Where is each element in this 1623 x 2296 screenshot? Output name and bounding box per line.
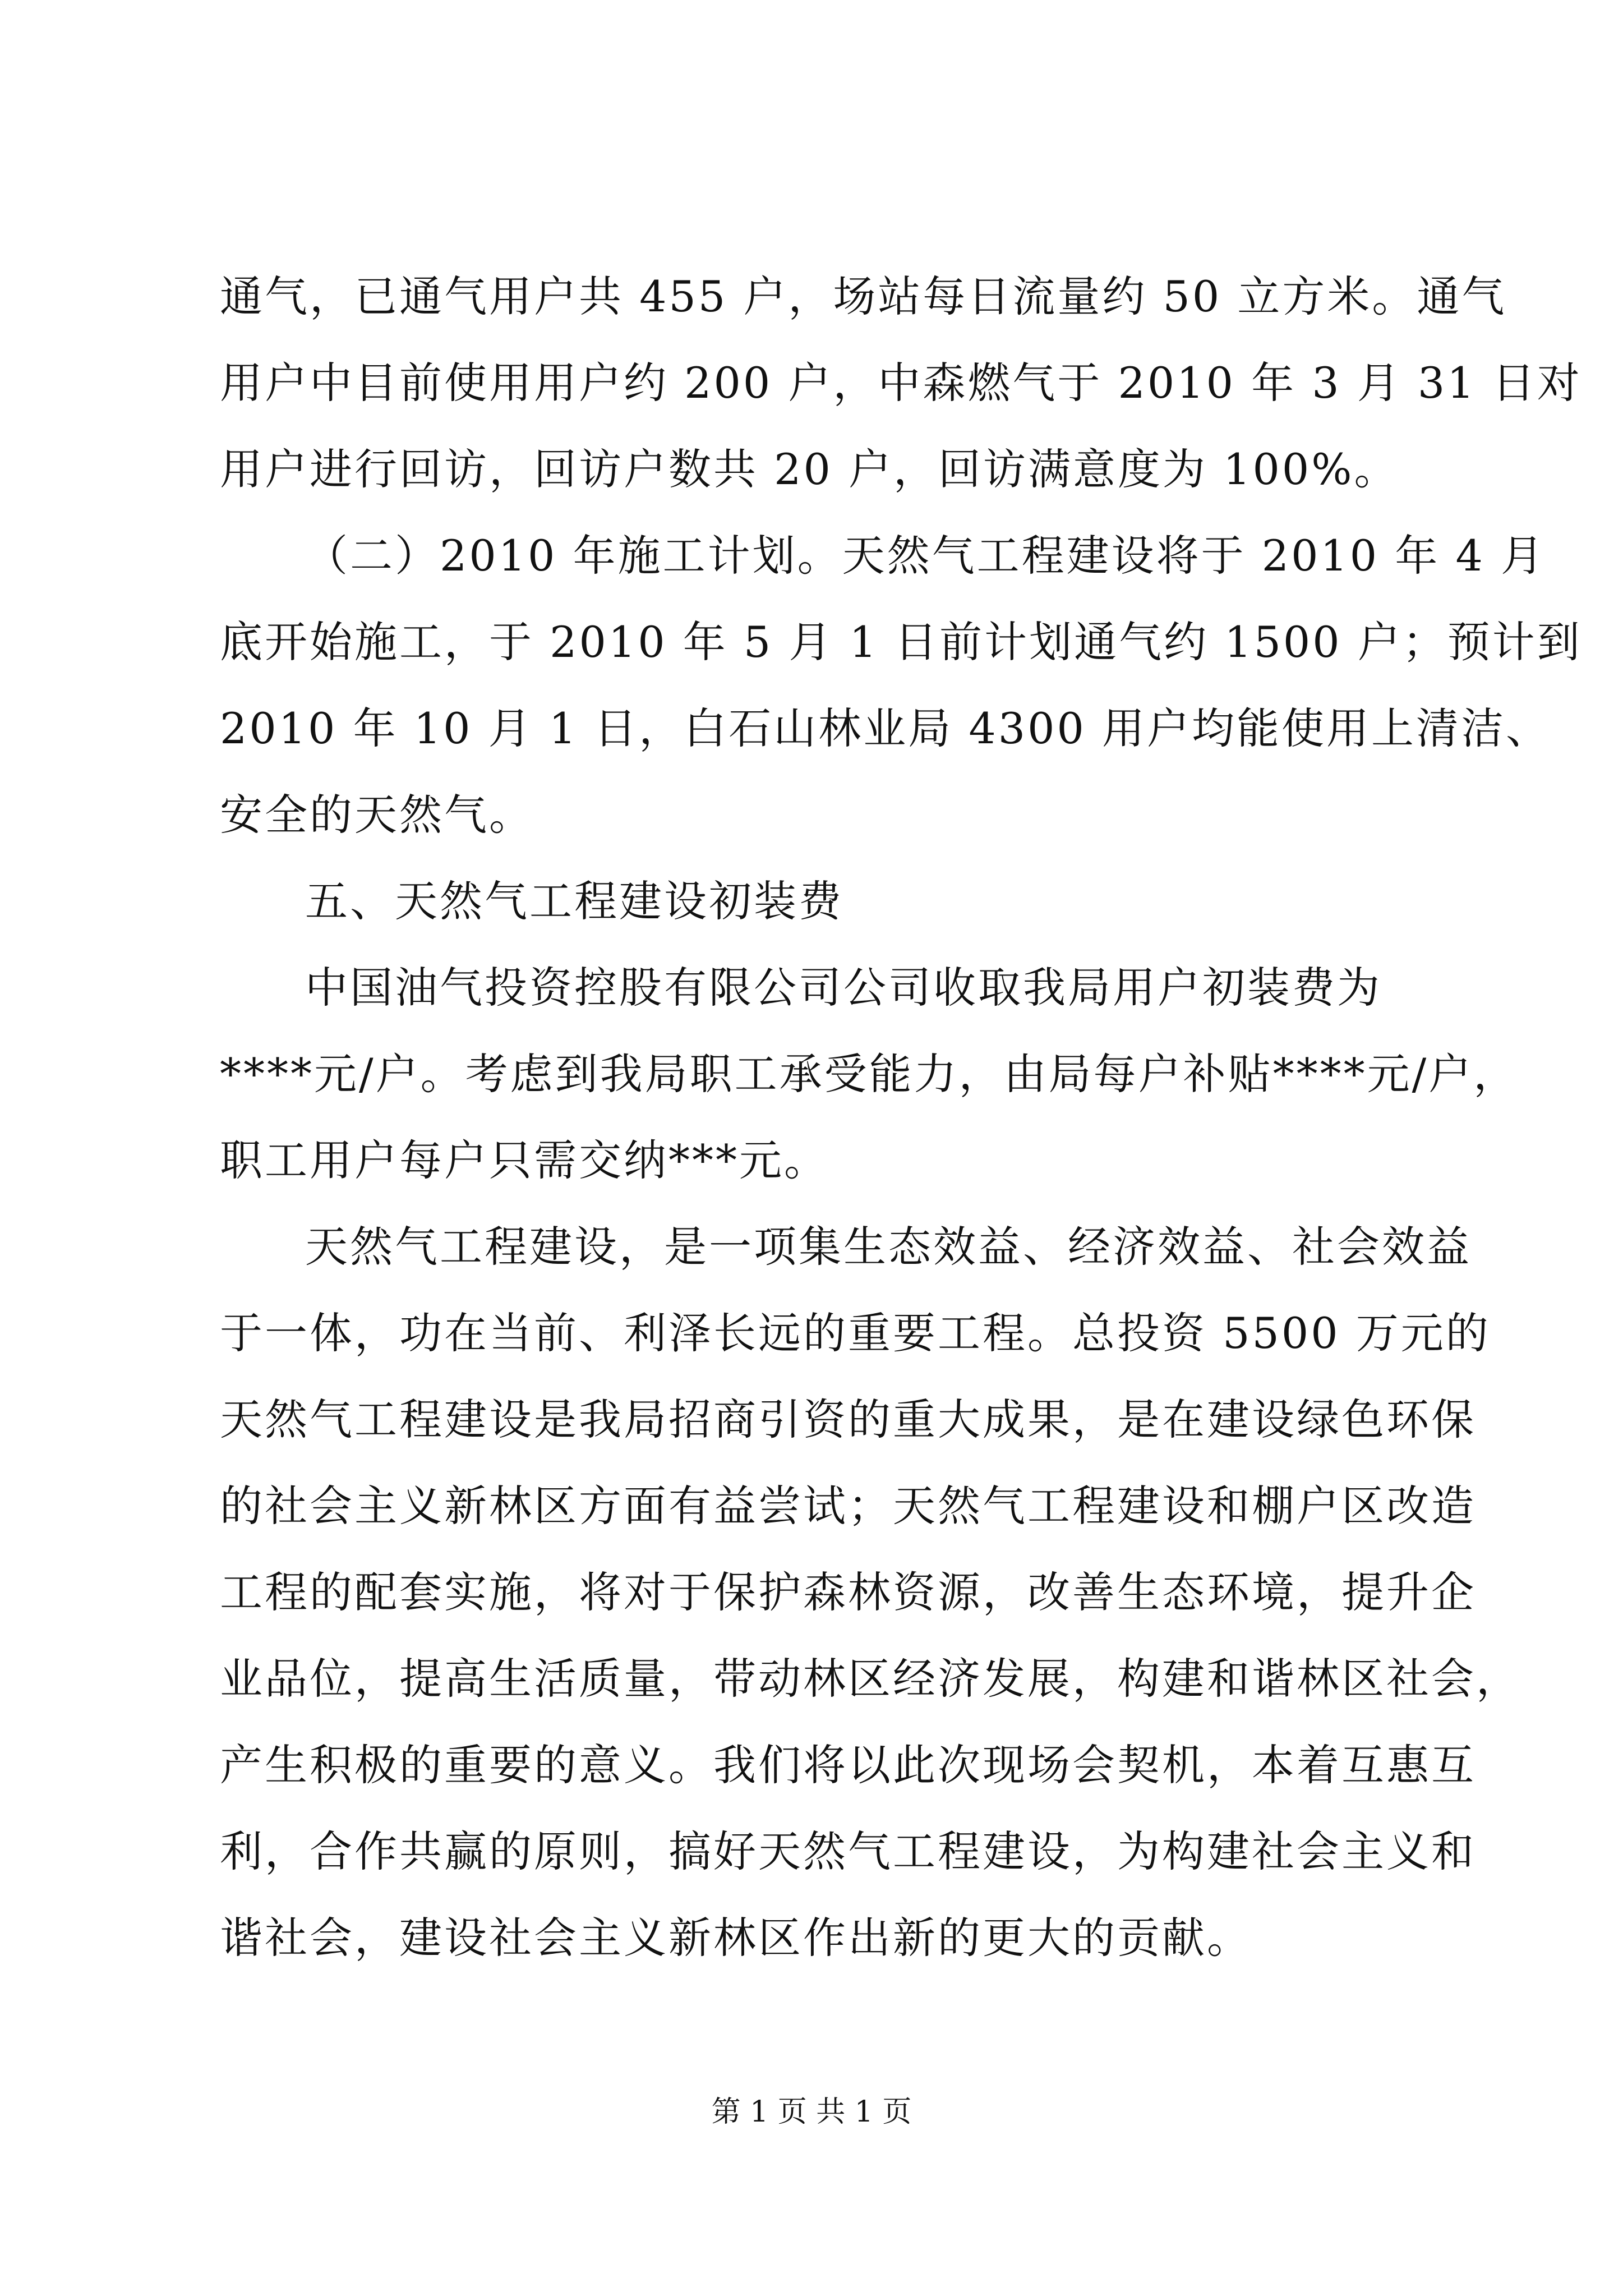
text-line: 的社会主义新林区方面有益尝试；天然气工程建设和棚户区改造	[220, 1481, 1476, 1531]
text-line: 工程的配套实施，将对于保护森林资源，改善生态环境，提升企	[220, 1567, 1476, 1617]
text-line: 安全的天然气。	[220, 790, 534, 840]
text-line: 产生积极的重要的意义。我们将以此次现场会契机，本着互惠互	[220, 1740, 1476, 1790]
page-number-footer: 第 1 页 共 1 页	[711, 2095, 912, 2129]
text-line: 用户中目前使用用户约 200 户，中森燃气于 2010 年 3 月 31 日对	[220, 358, 1582, 408]
paragraph-start-line: 中国油气投资控股有限公司公司收取我局用户初装费为	[305, 963, 1382, 1013]
text-line: 利，合作共赢的原则，搞好天然气工程建设，为构建社会主义和	[220, 1826, 1476, 1876]
text-line: 通气，已通气用户共 455 户，场站每日流量约 50 立方米。通气	[220, 272, 1507, 321]
text-line: 天然气工程建设是我局招商引资的重大成果，是在建设绿色环保	[220, 1395, 1476, 1444]
text-line: 2010 年 10 月 1 日，白石山林业局 4300 用户均能使用上清洁、	[220, 703, 1551, 753]
section-heading-line: （二）2010 年施工计划。天然气工程建设将于 2010 年 4 月	[305, 531, 1546, 581]
paragraph-start-line: 天然气工程建设，是一项集生态效益、经济效益、社会效益	[305, 1222, 1472, 1272]
section-heading: 五、天然气工程建设初装费	[305, 876, 843, 926]
text-line: 谐社会，建设社会主义新林区作出新的更大的贡献。	[220, 1913, 1252, 1963]
document-body	[220, 254, 1582, 1981]
text-line: ****元/户。考虑到我局职工承受能力，由局每户补贴****元/户，	[220, 1049, 1519, 1099]
text-line: 用户进行回访，回访户数共 20 户，回访满意度为 100%。	[220, 444, 1399, 494]
text-line: 业品位，提高生活质量，带动林区经济发展，构建和谐林区社会，	[220, 1654, 1521, 1704]
text-line: 于一体，功在当前、利泽长远的重要工程。总投资 5500 万元的	[220, 1308, 1491, 1358]
text-line: 职工用户每户只需交纳***元。	[220, 1135, 829, 1185]
text-line: 底开始施工，于 2010 年 5 月 1 日前计划通气约 1500 户；预计到	[220, 617, 1582, 667]
